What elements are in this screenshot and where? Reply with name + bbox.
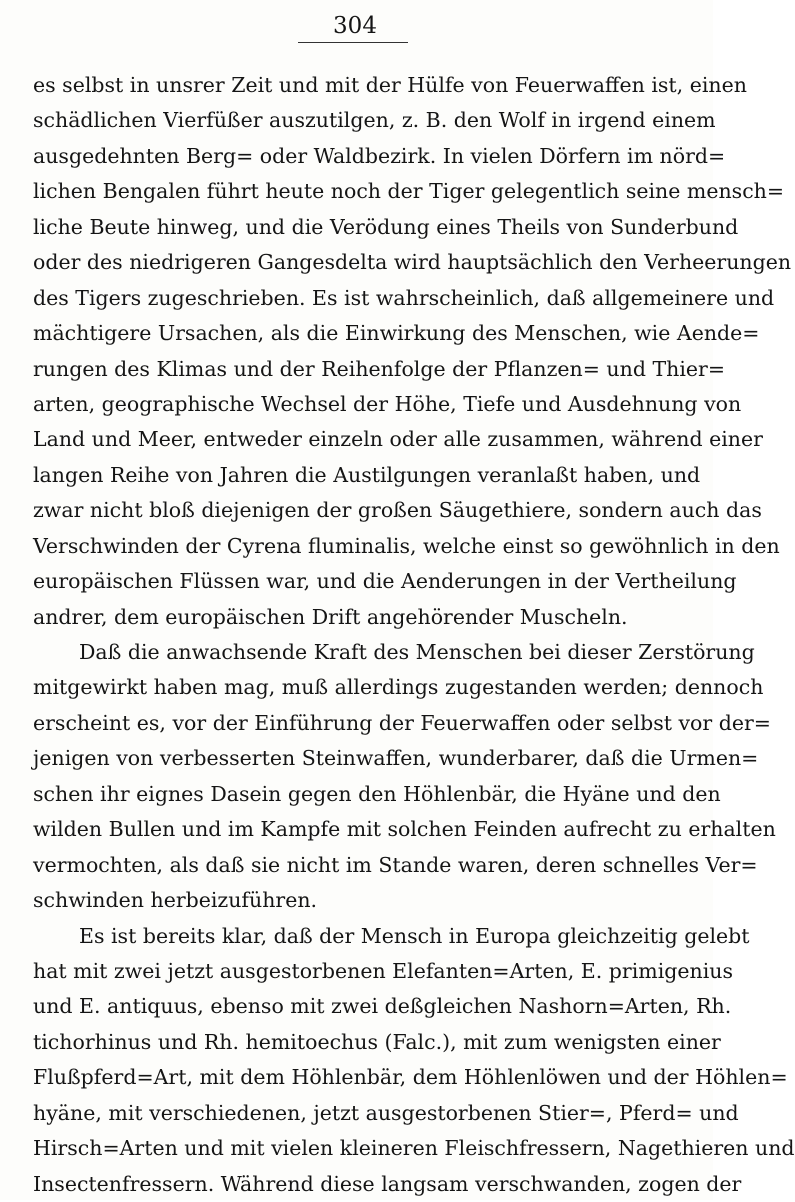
text-line: und E. antiquus, ebenso mit zwei deßgleichen Nashorn=Arten, Rh. [33,989,683,1024]
text-line: Verschwinden der Cyrena fluminalis, welche einst so gewöhnlich in den [33,529,683,564]
text-line: es selbst in unsrer Zeit und mit der Hülfe von Feuerwaffen ist, einen [33,68,683,103]
text-line: mitgewirkt haben mag, muß allerdings zugestanden werden; dennoch [33,670,683,705]
text-line: Hirsch=Arten und mit vielen kleineren Fleischfressern, Nagethieren und [33,1131,683,1166]
text-line: hat mit zwei jetzt ausgestorbenen Elefanten=Arten, E. primigenius [33,954,683,989]
text-line: mächtigere Ursachen, als die Einwirkung des Menschen, wie Aende= [33,316,683,351]
paragraph [33,68,683,635]
text-line: rungen des Klimas und der Reihenfolge der Pflanzen= und Thier= [33,352,683,387]
body-text [33,68,683,1202]
text-line: zwar nicht bloß diejenigen der großen Säugethiere, sondern auch das [33,493,683,528]
text-line: vermochten, als daß sie nicht im Stande waren, deren schnelles Ver= [33,848,683,883]
text-line: oder des niedrigeren Gangesdelta wird hauptsächlich den Verheerungen [33,245,683,280]
text-line: des Tigers zugeschrieben. Es ist wahrscheinlich, daß allgemeinere und [33,281,683,316]
text-line: schwinden herbeizuführen. [33,883,683,918]
text-line: erscheint es, vor der Einführung der Feuerwaffen oder selbst vor der= [33,706,683,741]
text-line: europäischen Flüssen war, und die Aenderungen in der Vertheilung [33,564,683,599]
text-line: ausgedehnten Berg= oder Waldbezirk. In vielen Dörfern im nörd= [33,139,683,174]
text-line: schen ihr eignes Dasein gegen den Höhlenbär, die Hyäne und den [33,777,683,812]
text-line: arten, geographische Wechsel der Höhe, Tiefe und Ausdehnung von [33,387,683,422]
paragraph [33,635,683,919]
header-rule [298,42,408,43]
text-line: hyäne, mit verschiedenen, jetzt ausgestorbenen Stier=, Pferd= und [33,1096,683,1131]
text-line: Daß die anwachsende Kraft des Menschen bei dieser Zerstörung [33,635,683,670]
text-line: Land und Meer, entweder einzeln oder alle zusammen, während einer [33,422,683,457]
text-line: liche Beute hinweg, und die Verödung eines Theils von Sunderbund [33,210,683,245]
paragraph [33,919,683,1202]
text-line: andrer, dem europäischen Drift angehörender Muscheln. [33,600,683,635]
text-line: Insectenfressern. Während diese langsam verschwanden, zogen der [33,1167,683,1202]
text-line: Flußpferd=Art, mit dem Höhlenbär, dem Höhlenlöwen und der Höhlen= [33,1060,683,1095]
page-number: 304 [300,12,410,40]
text-line: jenigen von verbesserten Steinwaffen, wunderbarer, daß die Urmen= [33,741,683,776]
text-line: schädlichen Vierfüßer auszutilgen, z. B. den Wolf in irgend einem [33,103,683,138]
text-line: Es ist bereits klar, daß der Mensch in Europa gleichzeitig gelebt [33,919,683,954]
text-line: wilden Bullen und im Kampfe mit solchen Feinden aufrecht zu erhalten [33,812,683,847]
text-line: langen Reihe von Jahren die Austilgungen veranlaßt haben, und [33,458,683,493]
text-line: tichorhinus und Rh. hemitoechus (Falc.), mit zum wenigsten einer [33,1025,683,1060]
text-line: lichen Bengalen führt heute noch der Tiger gelegentlich seine mensch= [33,174,683,209]
